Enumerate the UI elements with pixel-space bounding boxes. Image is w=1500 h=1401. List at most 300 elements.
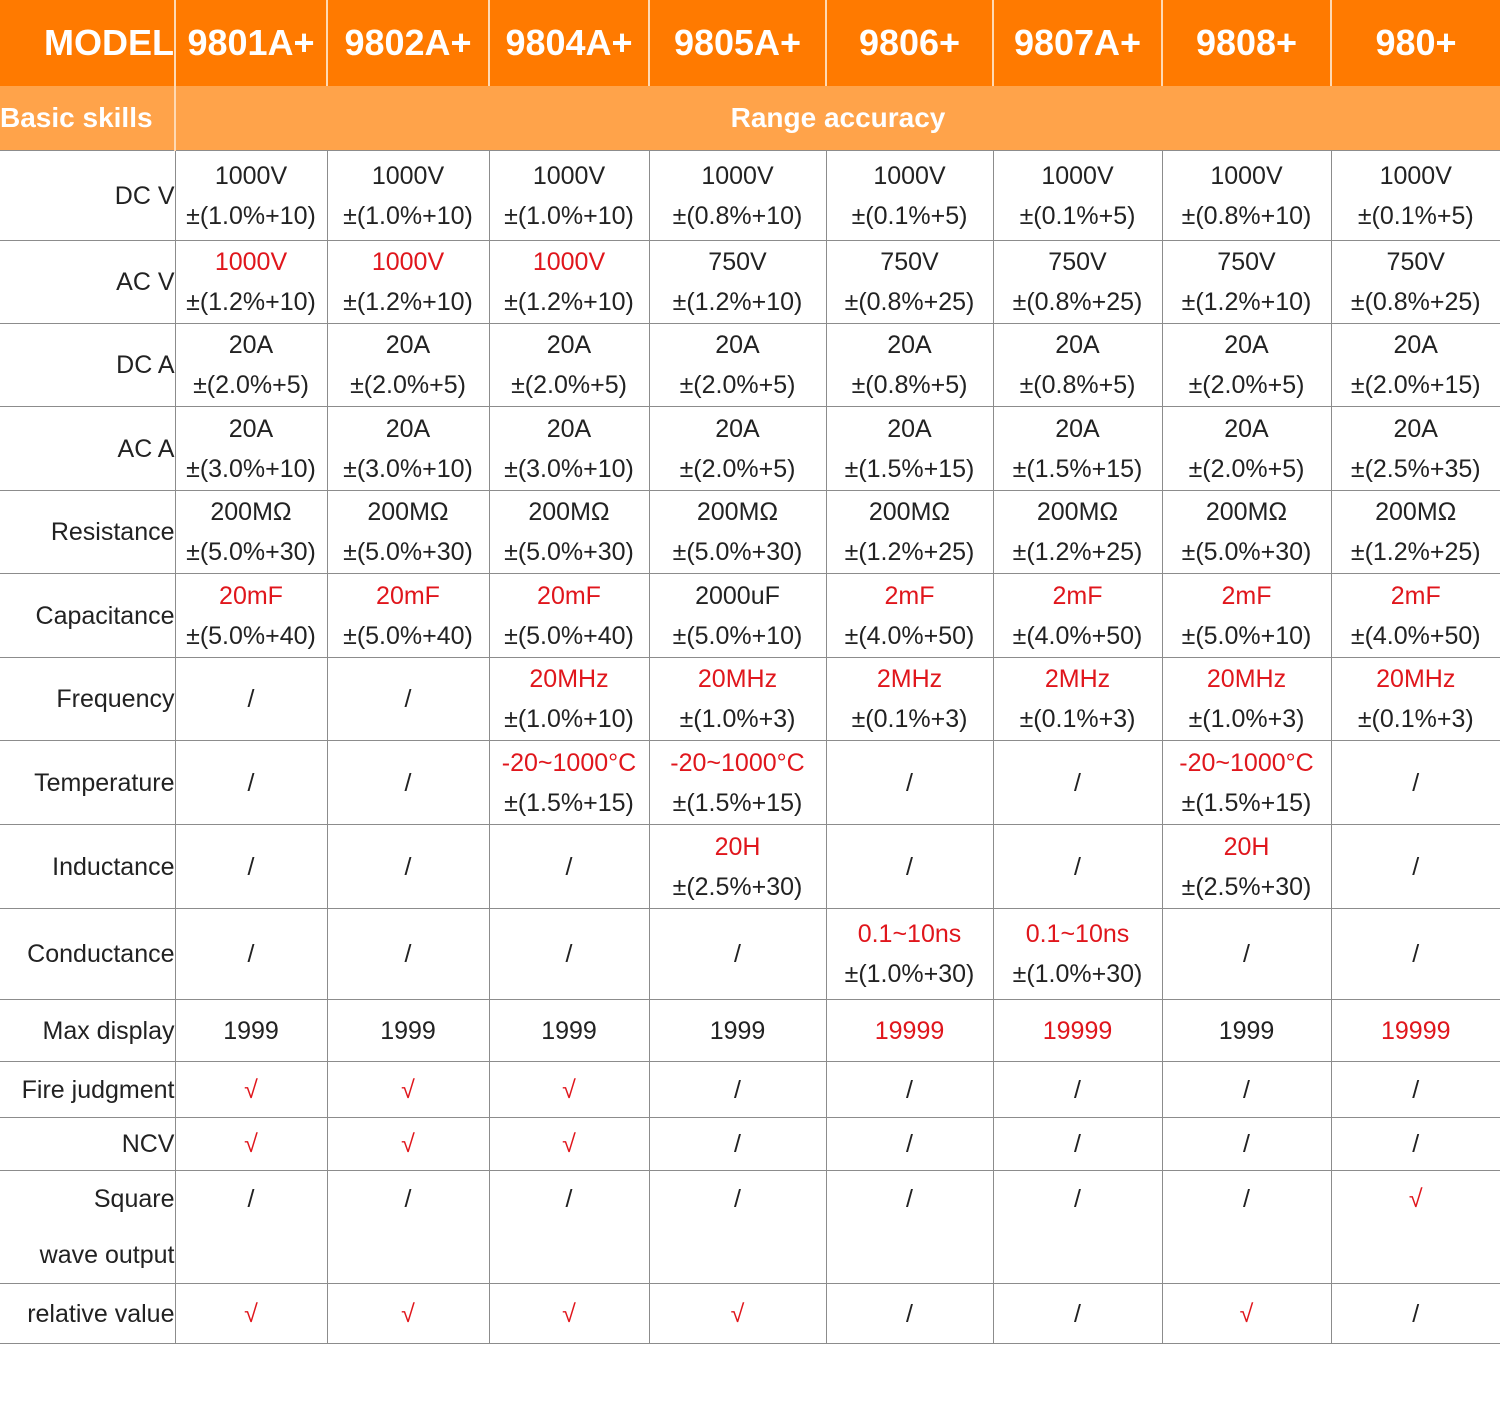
spec-cell xyxy=(175,1284,327,1344)
spec-cell xyxy=(175,324,327,407)
accuracy-value: ±(5.0%+10) xyxy=(1181,621,1312,650)
accuracy-value: ±(5.0%+30) xyxy=(1181,538,1312,566)
spec-cell xyxy=(826,574,993,658)
range-value: 20A xyxy=(228,414,274,443)
spec-cell xyxy=(993,1118,1162,1171)
spec-cell xyxy=(826,1062,993,1118)
not-available-mark: / xyxy=(1074,768,1081,797)
spec-cell xyxy=(826,825,993,909)
not-available-mark: / xyxy=(1243,940,1250,968)
spec-cell xyxy=(826,1118,993,1171)
spec-cell xyxy=(1162,1062,1331,1118)
table-row xyxy=(0,741,1500,825)
range-value: 20A xyxy=(385,331,431,359)
spec-cell xyxy=(993,1000,1162,1062)
spec-cell xyxy=(327,741,489,825)
model-name: 9808+ xyxy=(1162,0,1331,86)
range-value: 750V xyxy=(1386,248,1445,276)
accuracy-value: ±(1.0%+10) xyxy=(186,201,316,230)
accuracy-value: ±(2.0%+5) xyxy=(193,371,309,399)
accuracy-value: ±(1.2%+10) xyxy=(186,288,316,316)
spec-cell xyxy=(649,1171,826,1284)
accuracy-value: ±(5.0%+30) xyxy=(672,538,803,566)
not-available-mark: / xyxy=(1074,1299,1081,1328)
accuracy-value: ±(1.0%+10) xyxy=(504,201,634,230)
not-available-mark: / xyxy=(1412,768,1420,797)
row-label: relative value xyxy=(0,1284,175,1344)
range-value: 2mF xyxy=(1052,581,1103,610)
row-label: Fire judgment xyxy=(0,1062,175,1118)
spec-cell xyxy=(175,574,327,658)
accuracy-value: ±(0.1%+3) xyxy=(851,705,968,733)
range-value: 2MHz xyxy=(876,665,943,693)
row-label: AC A xyxy=(0,407,175,491)
row-label: Temperature xyxy=(0,741,175,825)
spec-cell xyxy=(327,151,489,241)
model-name: 9806+ xyxy=(826,0,993,86)
not-available-mark: / xyxy=(906,1299,913,1328)
range-value: -20~1000°C xyxy=(501,748,637,777)
not-available-mark: / xyxy=(247,852,255,881)
range-value: 20A xyxy=(1224,331,1269,359)
check-mark-icon: √ xyxy=(1239,1299,1254,1328)
spec-cell xyxy=(649,241,826,324)
accuracy-value: ±(0.8%+25) xyxy=(1012,288,1143,316)
range-value: 20MHz xyxy=(697,665,778,693)
spec-cell xyxy=(993,407,1162,491)
accuracy-value: ±(1.5%+15) xyxy=(672,788,803,817)
not-available-mark: / xyxy=(565,940,573,968)
accuracy-value: ±(1.5%+15) xyxy=(844,454,975,483)
spec-cell xyxy=(993,241,1162,324)
spec-cell xyxy=(826,407,993,491)
accuracy-value: ±(5.0%+40) xyxy=(186,621,316,650)
model-name: 9807A+ xyxy=(993,0,1162,86)
spec-cell xyxy=(175,825,327,909)
not-available-mark: / xyxy=(906,1185,913,1213)
range-value: 20A xyxy=(887,331,932,359)
range-value: 1000V xyxy=(371,248,445,276)
spec-cell xyxy=(327,241,489,324)
spec-cell xyxy=(1331,1000,1500,1062)
spec-cell xyxy=(993,1171,1162,1284)
spec-cell xyxy=(1331,1118,1500,1171)
spec-cell xyxy=(649,574,826,658)
range-value: 1000V xyxy=(214,161,288,190)
spec-cell xyxy=(175,658,327,741)
spec-cell xyxy=(1331,741,1500,825)
row-label: Resistance xyxy=(0,491,175,574)
spec-cell xyxy=(649,741,826,825)
check-mark-icon: √ xyxy=(730,1299,745,1328)
range-value: 20mF xyxy=(219,581,283,610)
spec-cell xyxy=(175,151,327,241)
spec-cell xyxy=(1331,491,1500,574)
row-label: AC V xyxy=(0,241,175,324)
spec-cell xyxy=(1331,241,1500,324)
spec-cell xyxy=(649,1118,826,1171)
spec-cell xyxy=(489,1171,649,1284)
range-value: 20MHz xyxy=(529,665,609,693)
spec-cell xyxy=(1331,1284,1500,1344)
row-label: Capacitance xyxy=(0,574,175,658)
not-available-mark: / xyxy=(734,1185,741,1213)
spec-cell xyxy=(649,658,826,741)
spec-cell xyxy=(1331,1062,1500,1118)
not-available-mark: / xyxy=(1243,1185,1250,1213)
range-value: 1000V xyxy=(701,161,774,190)
accuracy-value: ±(2.0%+5) xyxy=(679,371,796,399)
range-value: 19999 xyxy=(1380,1016,1451,1045)
range-value: 1000V xyxy=(1379,161,1452,190)
spec-cell xyxy=(1331,407,1500,491)
accuracy-value: ±(1.0%+3) xyxy=(679,705,796,733)
spec-cell xyxy=(993,825,1162,909)
range-value: 20A xyxy=(715,331,760,359)
accuracy-value: ±(3.0%+10) xyxy=(186,454,316,483)
spec-cell xyxy=(826,741,993,825)
spec-cell xyxy=(489,741,649,825)
range-value: 20A xyxy=(1393,331,1438,359)
not-available-mark: / xyxy=(1243,1075,1250,1104)
spec-cell xyxy=(175,1062,327,1118)
range-value: 20A xyxy=(715,414,760,443)
accuracy-value: ±(1.2%+10) xyxy=(504,288,634,316)
not-available-mark: / xyxy=(404,940,412,968)
spec-cell xyxy=(1331,324,1500,407)
accuracy-value: ±(2.0%+5) xyxy=(350,371,466,399)
accuracy-value: ±(5.0%+10) xyxy=(672,621,803,650)
range-value: 1000V xyxy=(371,161,445,190)
spec-cell xyxy=(1162,151,1331,241)
range-value: 1999 xyxy=(380,1016,436,1045)
accuracy-value: ±(2.0%+15) xyxy=(1350,371,1481,399)
range-value: 200MΩ xyxy=(1205,498,1288,526)
spec-cell xyxy=(1331,1171,1500,1284)
accuracy-value: ±(1.2%+10) xyxy=(672,288,803,316)
accuracy-value: ±(0.8%+25) xyxy=(844,288,975,316)
spec-cell xyxy=(649,909,826,1000)
not-available-mark: / xyxy=(565,1185,573,1213)
check-mark-icon: √ xyxy=(244,1075,258,1104)
range-value: 1000V xyxy=(1210,161,1283,190)
range-value: 1999 xyxy=(709,1016,766,1045)
range-value: 200MΩ xyxy=(210,498,292,526)
table-row xyxy=(0,1171,1500,1284)
not-available-mark: / xyxy=(1074,1075,1081,1104)
range-value: 2MHz xyxy=(1044,665,1111,693)
range-value: 750V xyxy=(708,248,767,276)
accuracy-value: ±(1.0%+30) xyxy=(844,960,975,988)
range-value: 1999 xyxy=(223,1016,279,1045)
range-value: 20A xyxy=(1224,414,1269,443)
table-row xyxy=(0,1000,1500,1062)
spec-cell xyxy=(1162,909,1331,1000)
spec-cell xyxy=(489,1284,649,1344)
accuracy-value: ±(4.0%+50) xyxy=(1350,621,1481,650)
spec-cell xyxy=(327,1000,489,1062)
spec-cell xyxy=(826,1171,993,1284)
spec-cell xyxy=(993,1284,1162,1344)
range-value: 20A xyxy=(887,414,932,443)
row-label: Inductance xyxy=(0,825,175,909)
subheader-row xyxy=(0,86,1500,151)
accuracy-value: ±(2.0%+5) xyxy=(1188,371,1305,399)
accuracy-value: ±(0.8%+10) xyxy=(1181,201,1312,230)
spec-cell xyxy=(489,151,649,241)
not-available-mark: / xyxy=(734,940,741,968)
basic-skills-label: Basic skills xyxy=(0,86,175,151)
table-row xyxy=(0,574,1500,658)
spec-cell xyxy=(649,1284,826,1344)
check-mark-icon: √ xyxy=(562,1299,576,1328)
spec-cell xyxy=(327,1118,489,1171)
spec-cell xyxy=(327,825,489,909)
spec-cell xyxy=(1162,324,1331,407)
spec-cell xyxy=(489,574,649,658)
table-row xyxy=(0,491,1500,574)
row-label-line: Square xyxy=(93,1185,175,1213)
spec-cell xyxy=(327,1171,489,1284)
spec-cell xyxy=(1331,825,1500,909)
not-available-mark: / xyxy=(906,1130,913,1158)
spec-cell xyxy=(1331,658,1500,741)
spec-cell xyxy=(327,574,489,658)
not-available-mark: / xyxy=(734,1130,741,1158)
spec-cell xyxy=(489,1118,649,1171)
spec-cell xyxy=(327,407,489,491)
spec-cell xyxy=(993,324,1162,407)
spec-cell xyxy=(489,1062,649,1118)
spec-cell xyxy=(175,1118,327,1171)
spec-cell xyxy=(489,407,649,491)
row-label: Frequency xyxy=(0,658,175,741)
spec-cell xyxy=(993,151,1162,241)
spec-cell xyxy=(489,658,649,741)
accuracy-value: ±(5.0%+30) xyxy=(504,538,634,566)
spec-cell xyxy=(826,1000,993,1062)
accuracy-value: ±(1.5%+15) xyxy=(1181,788,1312,817)
spec-cell xyxy=(826,324,993,407)
check-mark-icon: √ xyxy=(401,1130,415,1158)
spec-cell xyxy=(327,1284,489,1344)
table-row xyxy=(0,658,1500,741)
spec-cell xyxy=(489,324,649,407)
accuracy-value: ±(5.0%+40) xyxy=(343,621,473,650)
accuracy-value: ±(1.2%+25) xyxy=(1012,538,1143,566)
accuracy-value: ±(3.0%+10) xyxy=(504,454,634,483)
row-label: Conductance xyxy=(0,909,175,1000)
range-value: 20MHz xyxy=(1376,665,1456,693)
spec-cell xyxy=(1162,491,1331,574)
not-available-mark: / xyxy=(1074,852,1081,881)
row-label: DC V xyxy=(0,151,175,241)
spec-cell xyxy=(489,825,649,909)
accuracy-value: ±(5.0%+40) xyxy=(504,621,634,650)
check-mark-icon: √ xyxy=(401,1075,415,1104)
range-value: 19999 xyxy=(1042,1016,1113,1045)
accuracy-value: ±(0.1%+3) xyxy=(1019,705,1136,733)
not-available-mark: / xyxy=(1074,1130,1081,1158)
range-value: 20H xyxy=(714,832,761,861)
range-value: 200MΩ xyxy=(1375,498,1457,526)
spec-cell xyxy=(489,491,649,574)
not-available-mark: / xyxy=(906,852,913,881)
not-available-mark: / xyxy=(247,1185,255,1213)
spec-cell xyxy=(649,1062,826,1118)
accuracy-value: ±(1.2%+25) xyxy=(1350,538,1481,566)
spec-cell xyxy=(826,241,993,324)
model-name: 9801A+ xyxy=(175,0,327,86)
range-value: 750V xyxy=(1048,248,1107,276)
spec-cell xyxy=(1162,1284,1331,1344)
table-row xyxy=(0,1284,1500,1344)
spec-cell xyxy=(1162,741,1331,825)
spec-cell xyxy=(175,1000,327,1062)
range-value: 20A xyxy=(228,331,274,359)
spec-cell xyxy=(649,825,826,909)
range-value: 1000V xyxy=(214,248,288,276)
accuracy-value: ±(0.1%+5) xyxy=(1357,201,1474,230)
spec-cell xyxy=(1331,151,1500,241)
model-name: 9802A+ xyxy=(327,0,489,86)
not-available-mark: / xyxy=(1412,940,1420,968)
not-available-mark: / xyxy=(1412,1075,1420,1104)
spec-cell xyxy=(1162,574,1331,658)
accuracy-value: ±(0.8%+10) xyxy=(672,201,803,230)
row-label: DC A xyxy=(0,324,175,407)
spec-cell xyxy=(327,324,489,407)
range-value: 20mF xyxy=(376,581,440,610)
not-available-mark: / xyxy=(906,1075,913,1104)
spec-cell xyxy=(1162,1000,1331,1062)
spec-cell xyxy=(489,1000,649,1062)
accuracy-value: ±(5.0%+30) xyxy=(186,538,316,566)
spec-cell xyxy=(826,909,993,1000)
accuracy-value: ±(2.5%+30) xyxy=(1181,872,1312,901)
range-value: 20A xyxy=(385,414,431,443)
row-label: NCV xyxy=(0,1118,175,1171)
accuracy-value: ±(0.1%+3) xyxy=(1357,705,1474,733)
spec-cell xyxy=(327,658,489,741)
spec-cell xyxy=(175,491,327,574)
spec-cell xyxy=(826,1284,993,1344)
spec-cell xyxy=(1162,1118,1331,1171)
range-value: 20A xyxy=(546,331,592,359)
not-available-mark: / xyxy=(247,685,255,713)
accuracy-value: ±(0.8%+25) xyxy=(1350,288,1481,316)
accuracy-value: ±(1.2%+25) xyxy=(844,538,975,566)
model-name: 9805A+ xyxy=(649,0,826,86)
accuracy-value: ±(2.5%+30) xyxy=(672,872,803,901)
range-value: 20A xyxy=(1393,414,1438,443)
range-value: 1000V xyxy=(532,248,606,276)
spec-cell xyxy=(826,491,993,574)
check-mark-icon: √ xyxy=(562,1130,576,1158)
spec-cell xyxy=(327,1062,489,1118)
spec-cell xyxy=(993,574,1162,658)
accuracy-value: ±(0.8%+5) xyxy=(1019,371,1136,399)
accuracy-value: ±(2.5%+35) xyxy=(1350,454,1481,483)
check-mark-icon: √ xyxy=(401,1299,415,1328)
range-value: 200MΩ xyxy=(367,498,449,526)
range-value: 20A xyxy=(1055,414,1100,443)
spec-cell xyxy=(649,151,826,241)
accuracy-value: ±(0.8%+5) xyxy=(851,371,968,399)
range-value: 0.1~10ns xyxy=(1025,920,1130,948)
accuracy-value: ±(3.0%+10) xyxy=(343,454,473,483)
model-name: 980+ xyxy=(1331,0,1500,86)
check-mark-icon: √ xyxy=(562,1075,576,1104)
range-value: 2mF xyxy=(884,581,935,610)
spec-cell xyxy=(1162,658,1331,741)
spec-cell xyxy=(489,241,649,324)
accuracy-value: ±(2.0%+5) xyxy=(1188,454,1305,483)
spec-cell xyxy=(175,909,327,1000)
table-row xyxy=(0,407,1500,491)
spec-cell xyxy=(649,324,826,407)
range-value: 200MΩ xyxy=(528,498,610,526)
spec-cell xyxy=(489,909,649,1000)
range-value: 1999 xyxy=(1218,1016,1275,1045)
range-value: 20mF xyxy=(537,581,601,610)
range-value: 2mF xyxy=(1390,581,1441,610)
table-row xyxy=(0,1062,1500,1118)
check-mark-icon: √ xyxy=(244,1130,258,1158)
accuracy-value: ±(1.2%+10) xyxy=(1181,288,1312,316)
range-value: 1000V xyxy=(532,161,606,190)
spec-cell xyxy=(649,1000,826,1062)
range-value: 20A xyxy=(1055,331,1100,359)
spec-cell xyxy=(175,407,327,491)
spec-cell xyxy=(993,658,1162,741)
spec-cell xyxy=(1162,1171,1331,1284)
spec-cell xyxy=(1331,909,1500,1000)
not-available-mark: / xyxy=(247,768,255,797)
table-row xyxy=(0,1118,1500,1171)
range-value: 0.1~10ns xyxy=(857,920,962,948)
spec-cell xyxy=(993,741,1162,825)
check-mark-icon: √ xyxy=(244,1299,258,1328)
not-available-mark: / xyxy=(1412,1299,1420,1328)
accuracy-value: ±(5.0%+30) xyxy=(343,538,473,566)
table-row xyxy=(0,825,1500,909)
spec-cell xyxy=(993,491,1162,574)
not-available-mark: / xyxy=(404,685,412,713)
range-value: 20H xyxy=(1223,832,1270,861)
accuracy-value: ±(4.0%+50) xyxy=(844,621,975,650)
range-value: 20A xyxy=(546,414,592,443)
spec-cell xyxy=(649,407,826,491)
not-available-mark: / xyxy=(906,768,913,797)
not-available-mark: / xyxy=(247,940,255,968)
check-mark-icon: √ xyxy=(1408,1185,1423,1213)
spec-cell xyxy=(993,909,1162,1000)
range-value: 1000V xyxy=(1041,161,1114,190)
model-header-row xyxy=(0,0,1500,86)
spec-cell xyxy=(649,491,826,574)
range-value: 200MΩ xyxy=(1036,498,1119,526)
not-available-mark: / xyxy=(404,768,412,797)
spec-cell xyxy=(327,491,489,574)
row-label: Max display xyxy=(0,1000,175,1062)
spec-cell xyxy=(327,909,489,1000)
range-value: 2000uF xyxy=(695,581,780,610)
range-value: 19999 xyxy=(874,1016,945,1045)
range-value: 1000V xyxy=(873,161,946,190)
not-available-mark: / xyxy=(565,852,573,881)
accuracy-value: ±(1.0%+3) xyxy=(1188,705,1305,733)
